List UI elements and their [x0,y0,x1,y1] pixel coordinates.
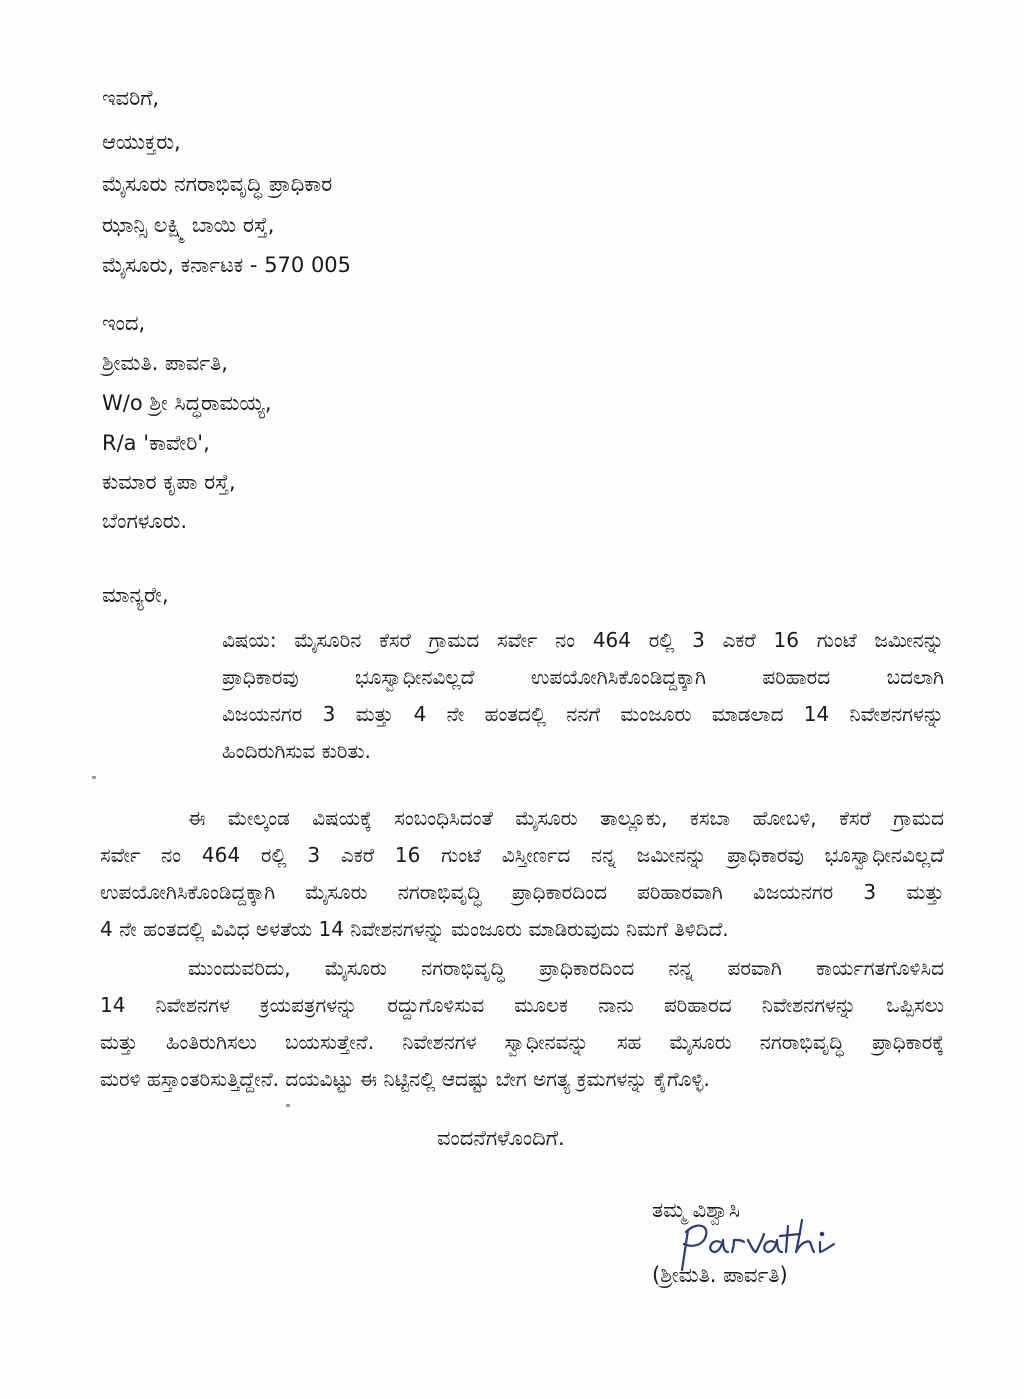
paragraph-line: ಮುಂದುವರಿದು, ಮೈಸೂರು ನಗರಾಭಿವೃದ್ಧಿ ಪ್ರಾಧಿಕಾರದಿಂದ ನನ್ನ ಪರವಾಗಿ ಕಾರ್ಯಗತಗೊಳಿಸಿದ [188,956,944,980]
body-paragraph-1 [100,800,944,948]
paragraph-line: 14 ನಿವೇಶನಗಳ ಕ್ರಯಪತ್ರಗಳನ್ನು ರದ್ದುಗೊಳಿಸುವ ಮೂಲಕ ನಾನು ಪರಿಹಾರದ ನಿವೇಶನಗಳನ್ನು ಒಪ್ಪಿಸಲು [100,993,944,1017]
scan-speck [92,776,96,779]
paragraph-line: ಉಪಯೋಗಿಸಿಕೊಂಡಿದ್ದಕ್ಕಾಗಿ ಮೈಸೂರು ನಗರಾಭಿವೃದ್ಧಿ ಪ್ರಾಧಿಕಾರದಿಂದ ಪರಿಹಾರವಾಗಿ ವಿಜಯನಗರ 3 ಮತ್ತು [100,880,944,904]
to-line-title: ಆಯುಕ್ತರು, [102,130,181,154]
from-line-wife-of: W/o ಶ್ರೀ ಸಿದ್ಧರಾಮಯ್ಯ, [102,391,272,415]
greeting: ಮಾನ್ಯರೇ, [102,583,169,607]
subject-line: ಹಿಂದಿರುಗಿಸುವ ಕುರಿತು. [222,739,371,763]
to-line-street: ಝಾನ್ಸಿ ಲಕ್ಷ್ಮಿ ಬಾಯಿ ರಸ್ತೆ, [102,213,275,237]
paragraph-line: ಈ ಮೇಲ್ಕಂಡ ವಿಷಯಕ್ಕೆ ಸಂಬಂಧಿಸಿದಂತೆ ಮೈಸೂರು ತಾಲ್ಲೂಕು, ಕಸಬಾ ಹೋಬಳಿ, ಕೆಸರೆ ಗ್ರಾಮದ [188,806,944,830]
paragraph-line: 4 ನೇ ಹಂತದಲ್ಲಿ ವಿವಿಧ ಅಳತೆಯ 14 ನಿವೇಶನಗಳನ್ನು ಮಂಜೂರು ಮಾಡಿರುವುದು ನಿಮಗೆ ತಿಳಿದಿದೆ. [100,917,729,941]
from-line-city: ಬೆಂಗಳೂರು. [102,509,188,533]
to-line-authority: ಮೈಸೂರು ನಗರಾಭಿವೃದ್ಧಿ ಪ್ರಾಧಿಕಾರ [102,172,333,196]
paragraph-line: ಸರ್ವೇ ನಂ 464 ರಲ್ಲಿ 3 ಎಕರೆ 16 ಗುಂಟೆ ವಿಸ್ತೀರ್ಣದ ನನ್ನ ಜಮೀನನ್ನು ಪ್ರಾಧಿಕಾರವು ಭೂಸ್ವಾಧೀನವಿಲ್ಲದೆ [100,843,944,867]
scan-speck [286,1104,290,1107]
subject-line: ಪ್ರಾಧಿಕಾರವು ಭೂಸ್ವಾಧೀನವಿಲ್ಲದೆ ಉಪಯೋಗಿಸಿಕೊಂಡಿದ್ದಕ್ಕಾಗಿ ಪರಿಹಾರದ ಬದಲಾಗಿ [222,665,944,689]
paragraph-line: ಮತ್ತು ಹಿಂತಿರುಗಿಸಲು ಬಯಸುತ್ತೇನೆ. ನಿವೇಶನಗಳ ಸ್ವಾಧೀನವನ್ನು ಸಹ ಮೈಸೂರು ನಗರಾಭಿವೃದ್ಧಿ ಪ್ರಾಧಿಕಾರಕ್ಕೆ [100,1030,944,1054]
sign-off: ತಮ್ಮ ವಿಶ್ವಾಸಿ [652,1198,741,1222]
from-line-name: ಶ್ರೀಮತಿ. ಪಾರ್ವತಿ, [102,351,228,375]
closing: ವಂದನೆಗಳೊಂದಿಗೆ. [437,1126,565,1150]
subject-block [222,622,944,770]
signatory-name: (ಶ್ರೀಮತಿ. ಪಾರ್ವತಿ) [652,1263,788,1287]
subject-line: ವಿಷಯ: ಮೈಸೂರಿನ ಕೆಸರೆ ಗ್ರಾಮದ ಸರ್ವೇ ನಂ 464 ರಲ್ಲಿ 3 ಎಕರೆ 16 ಗುಂಟೆ ಜಮೀನನ್ನು [222,628,944,652]
to-salutation: ಇವರಿಗೆ, [102,86,160,110]
from-label: ಇಂದ, [102,311,146,335]
subject-line: ವಿಜಯನಗರ 3 ಮತ್ತು 4 ನೇ ಹಂತದಲ್ಲಿ ನನಗೆ ಮಂಜೂರು ಮಾಡಲಾದ 14 ನಿವೇಶನಗಳನ್ನು [222,702,944,726]
from-line-road: ಕುಮಾರ ಕೃಪಾ ರಸ್ತೆ, [102,470,236,494]
to-line-city: ಮೈಸೂರು, ಕರ್ನಾಟಕ - 570 005 [102,253,352,277]
paragraph-line: ಮರಳಿ ಹಸ್ತಾಂತರಿಸುತ್ತಿದ್ದೇನೆ. ದಯವಿಟ್ಟು ಈ ನಿಟ್ಟಿನಲ್ಲಿ ಆದಷ್ಟು ಬೇಗ ಅಗತ್ಯ ಕ್ರಮಗಳನ್ನು ಕೈಗೊಳ್ಳಿ. [100,1067,710,1091]
from-line-residence: R/a 'ಕಾವೇರಿ', [102,431,210,455]
body-paragraph-2 [100,950,944,1098]
